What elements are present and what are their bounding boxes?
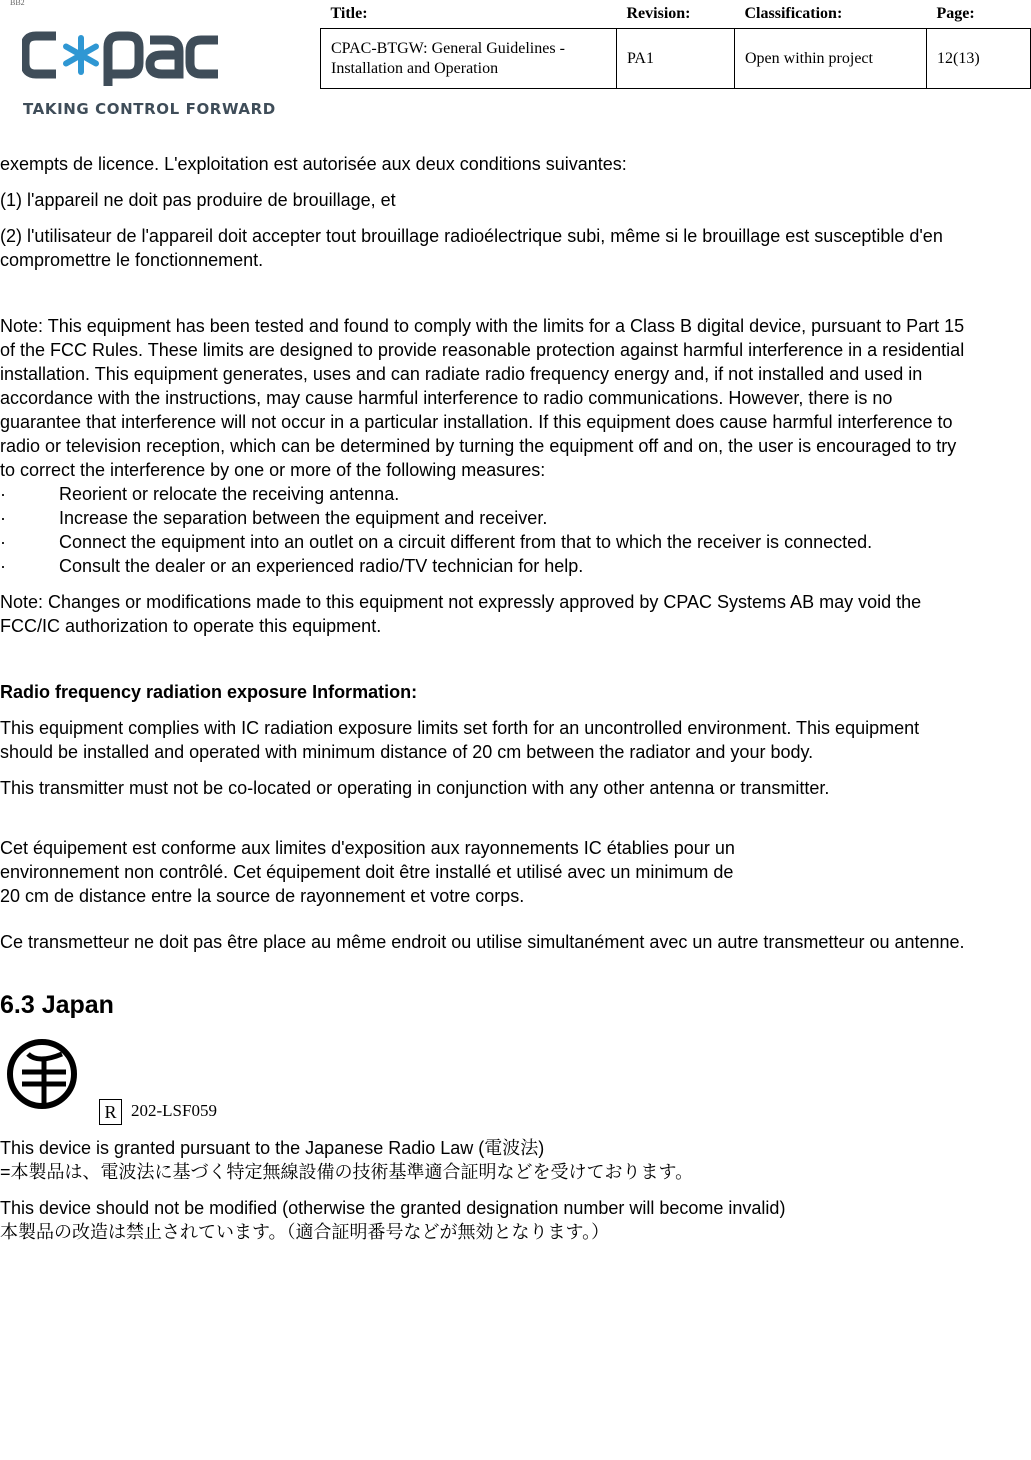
bullet-icon: · xyxy=(0,532,6,552)
japan-modification-jp: 本製品の改造は禁止されています。（適合証明番号などが無効となります。） xyxy=(0,1222,610,1242)
page-number-value: 12(13) xyxy=(927,29,1031,89)
fr-condition-1: (1) l'appareil ne doit pas produire de brouillage, et xyxy=(0,190,396,210)
document-header-table xyxy=(320,0,1031,89)
japan-law-jp: =本製品は、電波法に基づく特定無線設備の技術基準適合証明などを受けております。 xyxy=(0,1162,694,1182)
cpac-wordmark-icon xyxy=(22,24,222,86)
japan-telec-mark-icon xyxy=(4,1034,84,1114)
page-number-label: Page: xyxy=(936,5,975,22)
revision-label: Revision: xyxy=(626,5,691,22)
rf-exposure-fr-1-line: 20 cm de distance entre la source de rayonnement et votre corps. xyxy=(0,886,525,906)
rf-exposure-fr-1-line: Cet équipement est conforme aux limites d'exposition aux rayonnements IC établies pour un xyxy=(0,838,735,858)
measure-text: Consult the dealer or an experienced radio/TV technician for help. xyxy=(59,556,584,576)
section-heading-japan: 6.3 Japan xyxy=(0,991,114,1019)
measure-item xyxy=(0,482,975,506)
japan-law-en: This device is granted pursuant to the Japanese Radio Law (電波法) xyxy=(0,1138,545,1158)
page-label: BB2 xyxy=(10,0,25,7)
fr-condition-2: (2) l'utilisateur de l'appareil doit accepter tout brouillage radioélectrique subi, même si le brouillage est susceptible d'en compromettre le fonctionnement. xyxy=(0,226,943,270)
measure-text: Reorient or relocate the receiving antenna. xyxy=(59,484,400,504)
classification-value: Open within project xyxy=(735,29,927,89)
changes-note-paragraph: Note: Changes or modifications made to this equipment not expressly approved by CPAC Systems AB may void the FCC/IC authorization to operate this equipment. xyxy=(0,592,922,636)
measure-item xyxy=(0,530,975,554)
header-labels-row xyxy=(321,0,1031,29)
title-value: CPAC-BTGW: General Guidelines - Installation and Operation xyxy=(321,29,617,89)
revision-value: PA1 xyxy=(617,29,735,89)
classification-label: Classification: xyxy=(744,5,843,22)
rf-exposure-en-2: This transmitter must not be co-located or operating in conjunction with any other antenna or transmitter. xyxy=(0,778,830,798)
rf-exposure-fr-2: Ce transmetteur ne doit pas être place au même endroit ou utilise simultanément avec un autre transmetteur ou antenne. xyxy=(0,932,965,952)
measure-text: Increase the separation between the equipment and receiver. xyxy=(59,508,548,528)
title-label: Title: xyxy=(330,5,368,22)
document-body xyxy=(0,152,975,1244)
fcc-note-paragraph: Note: This equipment has been tested and found to comply with the limits for a Class B digital device, pursuant to Part 15 of the FCC Rules. These limits are designed to provide reasonable protection against harmful interference in a residential installation. This equipment generates, uses and can radiate radio frequency energy and, if not installed and used in accordance with the instructions, may cause harmful interference to radio communications. However, there is no guarantee that interference will not occur in a particular installation. If this equipment does cause harmful interference to radio or television reception, which can be determined by turning the equipment off and on, the user is encouraged to try to correct the interference by one or more of the following measures: xyxy=(0,316,965,480)
japan-certification-mark xyxy=(0,1026,975,1136)
logo-tagline: TAKING CONTROL FORWARD xyxy=(23,100,276,118)
cpac-logo xyxy=(22,24,276,124)
measure-text: Connect the equipment into an outlet on a circuit different from that to which the receiver is connected. xyxy=(59,532,873,552)
japan-modification-en: This device should not be modified (otherwise the granted designation number will become invalid) xyxy=(0,1198,786,1218)
registered-mark-box: R xyxy=(99,1099,122,1125)
bullet-icon: · xyxy=(0,508,6,528)
bullet-icon: · xyxy=(0,556,6,576)
japan-cert-number: 202-LSF059 xyxy=(131,1101,217,1120)
rf-exposure-heading: Radio frequency radiation exposure Information: xyxy=(0,682,418,702)
bullet-icon: · xyxy=(0,484,6,504)
rf-exposure-fr-1-line: environnement non contrôlé. Cet équipement doit être installé et utilisé avec un minimum de xyxy=(0,862,734,882)
measure-item xyxy=(0,554,975,578)
fr-intro-paragraph: exempts de licence. L'exploitation est autorisée aux deux conditions suivantes: xyxy=(0,154,627,174)
header-values-row xyxy=(321,29,1031,89)
measure-item xyxy=(0,506,975,530)
rf-exposure-fr-1 xyxy=(0,836,975,908)
rf-exposure-en-1: This equipment complies with IC radiation exposure limits set forth for an uncontrolled environment. This equipment should be installed and operated with minimum distance of 20 cm between the radiator and your body. xyxy=(0,718,920,762)
